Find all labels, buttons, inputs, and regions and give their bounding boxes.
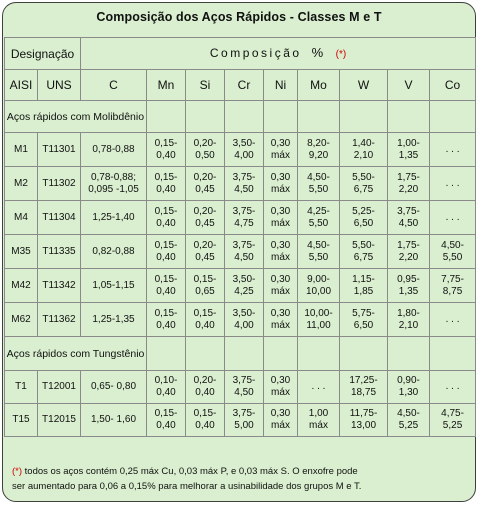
value-cell-mo: 10,00- 11,00 — [298, 303, 340, 337]
value-cell-co: 4,50- 5,50 — [430, 235, 476, 269]
value-cell-cr: 3,75- 5,00 — [225, 404, 264, 437]
empty-cell — [147, 337, 186, 371]
element-header-co: Co — [430, 70, 476, 101]
value-cell-c: 1,25-1,35 — [81, 303, 147, 337]
header-row-2 — [5, 70, 476, 101]
empty-cell — [388, 337, 430, 371]
value-cell-w: 5,50- 6,75 — [340, 235, 388, 269]
value-cell-co: . . . — [430, 201, 476, 235]
value-cell-c: 0,65- 0,80 — [81, 371, 147, 404]
table-row — [5, 133, 476, 167]
uns-cell: T11362 — [38, 303, 81, 337]
uns-cell: T11302 — [38, 167, 81, 201]
section-label: Aços rápidos com Molibdênio — [5, 101, 147, 133]
empty-cell — [298, 337, 340, 371]
empty-cell — [340, 337, 388, 371]
footnote-text-1: todos os aços contém 0,25 máx Cu, 0,03 máx P, e 0,03 máx S. O enxofre pode — [22, 466, 358, 477]
empty-cell — [298, 101, 340, 133]
value-cell-co: . . . — [430, 167, 476, 201]
value-cell-v: 3,75- 4,50 — [388, 201, 430, 235]
value-cell-mn: 0,15- 0,40 — [147, 303, 186, 337]
value-cell-cr: 3,50- 4,00 — [225, 303, 264, 337]
value-cell-mn: 0,15- 0,40 — [147, 201, 186, 235]
aisi-header: AISI — [5, 70, 38, 101]
empty-cell — [147, 101, 186, 133]
value-cell-cr: 3,75- 4,50 — [225, 167, 264, 201]
value-cell-ni: 0,30 máx — [264, 269, 298, 303]
value-cell-ni: 0,30 máx — [264, 167, 298, 201]
value-cell-c: 0,78-0,88; 0,095 -1,05 — [81, 167, 147, 201]
value-cell-mo: 4,50- 5,50 — [298, 235, 340, 269]
value-cell-mn: 0,10- 0,40 — [147, 371, 186, 404]
aisi-cell: T15 — [5, 404, 38, 437]
table-body — [5, 101, 476, 437]
aisi-cell: M62 — [5, 303, 38, 337]
empty-cell — [186, 101, 225, 133]
value-cell-v: 1,80- 2,10 — [388, 303, 430, 337]
value-cell-cr: 3,75- 4,50 — [225, 235, 264, 269]
value-cell-w: 11,75- 13,00 — [340, 404, 388, 437]
value-cell-w: 5,50- 6,75 — [340, 167, 388, 201]
footnote — [12, 464, 472, 494]
value-cell-w: 1,40- 2,10 — [340, 133, 388, 167]
value-cell-c: 0,78-0,88 — [81, 133, 147, 167]
value-cell-ni: 0,30 máx — [264, 201, 298, 235]
composition-table — [4, 37, 476, 437]
composicao-label: Composição — [209, 45, 302, 60]
element-header-cr: Cr — [225, 70, 264, 101]
percent-label: % — [311, 44, 326, 60]
value-cell-co: . . . — [430, 133, 476, 167]
section-row-tungsten — [5, 337, 476, 371]
element-header-mo: Mo — [298, 70, 340, 101]
value-cell-mo: . . . — [298, 371, 340, 404]
aisi-cell: T1 — [5, 371, 38, 404]
value-cell-si: 0,15- 0,40 — [186, 303, 225, 337]
uns-cell: T11342 — [38, 269, 81, 303]
section-label: Aços rápidos com Tungstênio — [5, 337, 147, 371]
footnote-asterisk: (*) — [12, 466, 23, 477]
aisi-cell: M1 — [5, 133, 38, 167]
table-row — [5, 167, 476, 201]
value-cell-si: 0,20- 0,45 — [186, 235, 225, 269]
value-cell-mo: 4,50- 5,50 — [298, 167, 340, 201]
table-row — [5, 269, 476, 303]
value-cell-c: 1,50- 1,60 — [81, 404, 147, 437]
aisi-cell: M35 — [5, 235, 38, 269]
value-cell-c: 1,25-1,40 — [81, 201, 147, 235]
value-cell-cr: 3,75- 4,50 — [225, 371, 264, 404]
value-cell-si: 0,15- 0,65 — [186, 269, 225, 303]
aisi-cell: M2 — [5, 167, 38, 201]
value-cell-mo: 8,20- 9,20 — [298, 133, 340, 167]
asterisk-marker: (*) — [335, 48, 347, 60]
value-cell-mn: 0,15- 0,40 — [147, 404, 186, 437]
designacao-header: Designação — [5, 38, 81, 70]
value-cell-c: 0,82-0,88 — [81, 235, 147, 269]
table-row — [5, 303, 476, 337]
table-row — [5, 371, 476, 404]
header-row-1 — [5, 38, 476, 70]
value-cell-mn: 0,15- 0,40 — [147, 167, 186, 201]
uns-cell: T12001 — [38, 371, 81, 404]
value-cell-mn: 0,15- 0,40 — [147, 133, 186, 167]
uns-cell: T11301 — [38, 133, 81, 167]
element-header-mn: Mn — [147, 70, 186, 101]
value-cell-ni: 0,30 máx — [264, 133, 298, 167]
element-header-w: W — [340, 70, 388, 101]
value-cell-v: 1,75- 2,20 — [388, 167, 430, 201]
empty-cell — [264, 101, 298, 133]
empty-cell — [225, 101, 264, 133]
value-cell-cr: 3,50- 4,25 — [225, 269, 264, 303]
empty-cell — [430, 101, 476, 133]
empty-cell — [388, 101, 430, 133]
uns-cell: T11335 — [38, 235, 81, 269]
value-cell-mo: 4,25- 5,50 — [298, 201, 340, 235]
composicao-header — [81, 38, 476, 70]
value-cell-v: 1,00- 1,35 — [388, 133, 430, 167]
empty-cell — [264, 337, 298, 371]
uns-header: UNS — [38, 70, 81, 101]
value-cell-ni: 0,30 máx — [264, 404, 298, 437]
value-cell-w: 1,15- 1,85 — [340, 269, 388, 303]
value-cell-w: 5,25- 6,50 — [340, 201, 388, 235]
value-cell-si: 0,20- 0,50 — [186, 133, 225, 167]
value-cell-si: 0,20- 0,45 — [186, 167, 225, 201]
value-cell-v: 4,50- 5,25 — [388, 404, 430, 437]
value-cell-v: 0,95- 1,35 — [388, 269, 430, 303]
element-header-ni: Ni — [264, 70, 298, 101]
table-row — [5, 235, 476, 269]
value-cell-co: . . . — [430, 303, 476, 337]
section-row-molybdenum — [5, 101, 476, 133]
value-cell-mn: 0,15- 0,40 — [147, 269, 186, 303]
value-cell-mn: 0,15- 0,40 — [147, 235, 186, 269]
value-cell-v: 1,75- 2,20 — [388, 235, 430, 269]
empty-cell — [225, 337, 264, 371]
value-cell-mo: 1,00 máx — [298, 404, 340, 437]
value-cell-co: 7,75- 8,75 — [430, 269, 476, 303]
table-row — [5, 201, 476, 235]
aisi-cell: M42 — [5, 269, 38, 303]
value-cell-si: 0,20- 0,40 — [186, 371, 225, 404]
value-cell-v: 0,90- 1,30 — [388, 371, 430, 404]
element-header-si: Si — [186, 70, 225, 101]
value-cell-w: 17,25- 18,75 — [340, 371, 388, 404]
empty-cell — [186, 337, 225, 371]
value-cell-w: 5,75- 6,50 — [340, 303, 388, 337]
empty-cell — [340, 101, 388, 133]
value-cell-c: 1,05-1,15 — [81, 269, 147, 303]
value-cell-ni: 0,30 máx — [264, 235, 298, 269]
value-cell-cr: 3,75- 4,75 — [225, 201, 264, 235]
value-cell-ni: 0,30 máx — [264, 371, 298, 404]
page-title: Composição dos Aços Rápidos - Classes M e T — [96, 10, 382, 24]
aisi-cell: M4 — [5, 201, 38, 235]
value-cell-co: 4,75- 5,25 — [430, 404, 476, 437]
table-row — [5, 404, 476, 437]
uns-cell: T11304 — [38, 201, 81, 235]
value-cell-ni: 0,30 máx — [264, 303, 298, 337]
element-header-v: V — [388, 70, 430, 101]
value-cell-co: . . . — [430, 371, 476, 404]
value-cell-mo: 9,00- 10,00 — [298, 269, 340, 303]
value-cell-si: 0,20- 0,45 — [186, 201, 225, 235]
element-header-c: C — [81, 70, 147, 101]
footnote-line-2: ser aumentado para 0,06 a 0,15% para melhorar a usinabilidade dos grupos M e T. — [12, 481, 362, 492]
value-cell-si: 0,15- 0,40 — [186, 404, 225, 437]
footnote-line-1 — [12, 464, 472, 479]
value-cell-cr: 3,50- 4,00 — [225, 133, 264, 167]
empty-cell — [430, 337, 476, 371]
uns-cell: T12015 — [38, 404, 81, 437]
